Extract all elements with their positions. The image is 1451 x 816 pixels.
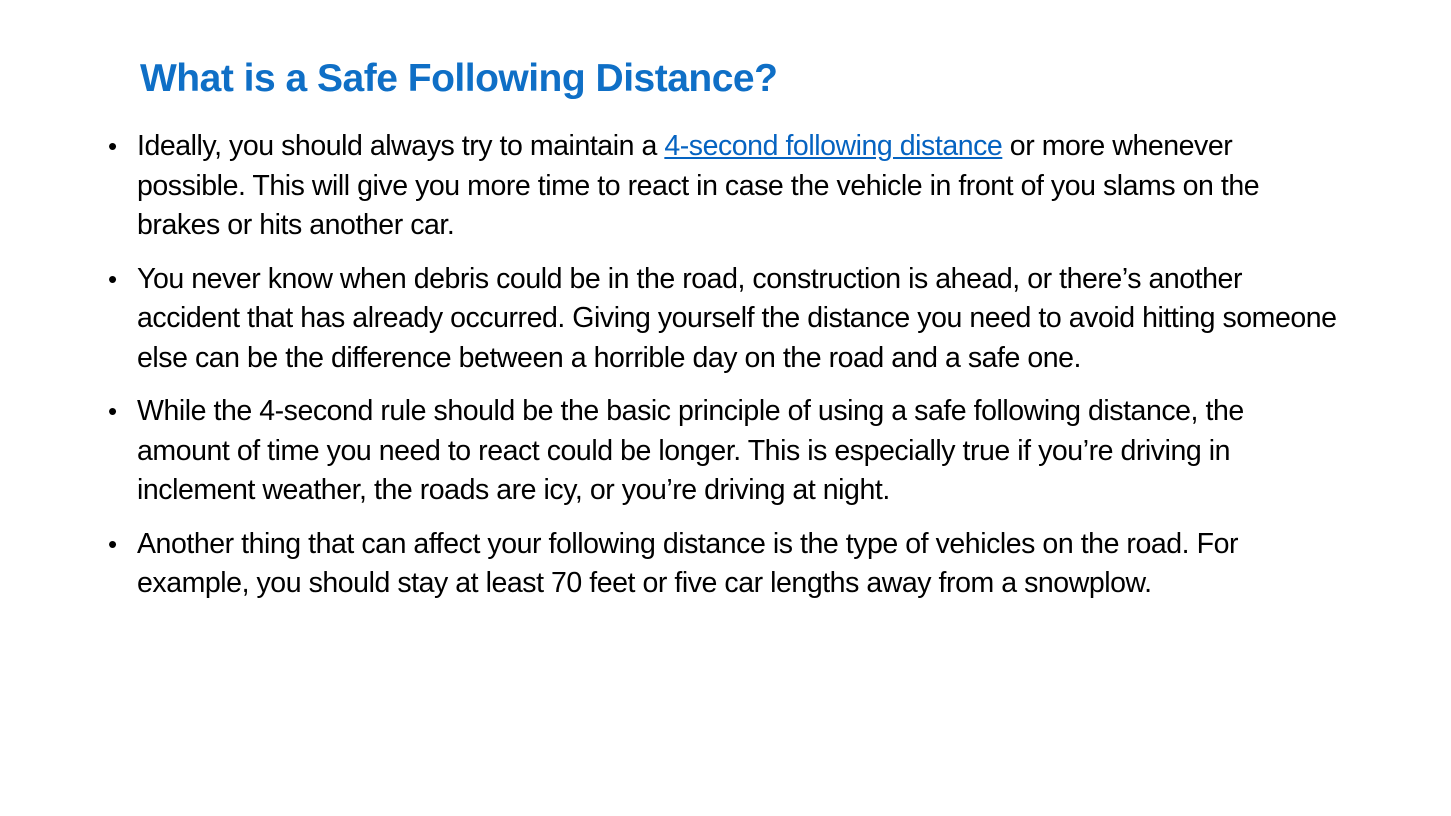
- bullet-text-after-link: or more whenever possible. This will give you more time to react in case the vehicle in front of you slams on the brakes or hits another car.: [137, 130, 1260, 241]
- bullet-item-3: [108, 392, 1338, 511]
- bullet-text-before-link: Ideally, you should always try to maintain a: [137, 130, 665, 162]
- following-distance-link[interactable]: 4-second following distance: [664, 130, 1003, 162]
- bullet-item-2: [108, 260, 1338, 379]
- bullet-dot: •: [108, 528, 117, 559]
- bullet-text: Another thing that can affect your following distance is the type of vehicles on the road. For example, you should stay at least 70 feet or five car lengths away from a snowplow.: [137, 527, 1239, 599]
- bullet-list: [108, 127, 1338, 618]
- bullet-text: You never know when debris could be in the road, construction is ahead, or there’s another accident that has already occurred. Giving yourself the distance you need to avoid hitting someone else can be the difference between a horrible day on the road and a safe one.: [137, 262, 1337, 374]
- bullet-dot: •: [108, 396, 117, 426]
- bullet-item-1: [108, 127, 1338, 246]
- bullet-dot: •: [108, 131, 117, 161]
- bullet-dot: •: [108, 263, 117, 294]
- bullet-item-4: [108, 525, 1338, 604]
- slide-title: What is a Safe Following Distance?: [140, 57, 778, 100]
- bullet-text: While the 4-second rule should be the basic principle of using a safe following distance, the amount of time you need to react could be longer. This is especially true if you’re driving in inclement weather, the roads are icy, or you’re driving at night.: [137, 395, 1244, 506]
